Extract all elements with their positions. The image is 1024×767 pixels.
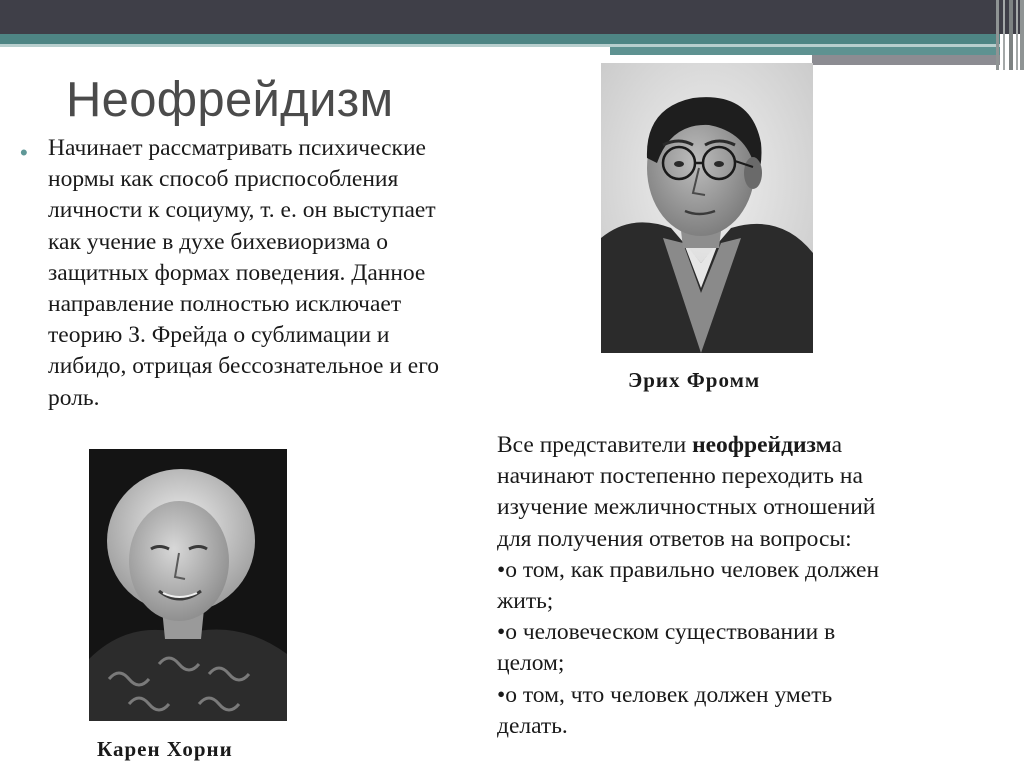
question-item: •о человеческом существовании в	[497, 619, 836, 646]
bullet-icon: •	[20, 140, 28, 165]
header-accent-strip-right	[610, 47, 1000, 55]
intro-bold-term: неофрейдизм	[692, 432, 832, 458]
header-vertical-bar	[1003, 0, 1005, 70]
portrait-fromm-drawing	[601, 63, 813, 353]
header-vertical-bar	[1016, 0, 1018, 70]
portrait-erich-fromm	[601, 63, 813, 353]
question-item: •о том, что человек должен уметь	[497, 681, 833, 708]
text-line: начинают постепенно переходить на	[497, 463, 863, 490]
header-vertical-bar	[1009, 0, 1013, 70]
intro-suffix: а	[831, 432, 843, 458]
question-item: •о том, как правильно человек должен	[497, 556, 880, 583]
bullet-text: Начинает рассматривать психические нормы как способ приспособления личности к социуму, т. е. он выступает как учение в духе бихевиоризма о защитных формах поведения. Данное направление полностью исключает теорию З. Фрейда о сублимации и либидо, отрицая бессознательное и его роль.	[48, 135, 440, 411]
question-item-cont: целом;	[497, 650, 565, 677]
text-line-intro	[497, 430, 977, 461]
text-line: изучение межличностных отношений	[497, 494, 876, 521]
intro-text: Все представители	[497, 432, 693, 458]
header-vertical-bar	[1020, 0, 1024, 70]
caption-erich-fromm: Эрих Фромм	[628, 368, 761, 392]
question-item-cont: жить;	[497, 588, 554, 615]
slide-title: Неофрейдизм	[66, 73, 394, 127]
portrait-karen-horney	[89, 449, 287, 721]
header-band	[0, 0, 1024, 34]
header-grey-block	[812, 55, 1000, 65]
header-vertical-bar	[996, 0, 999, 70]
text-line: для получения ответов на вопросы:	[497, 525, 852, 552]
caption-karen-horney: Карен Хорни	[97, 737, 233, 761]
representatives-text	[497, 430, 977, 742]
header-accent-strip	[0, 34, 1000, 44]
portrait-horney-drawing	[89, 449, 287, 721]
question-item-cont: делать.	[497, 712, 568, 739]
